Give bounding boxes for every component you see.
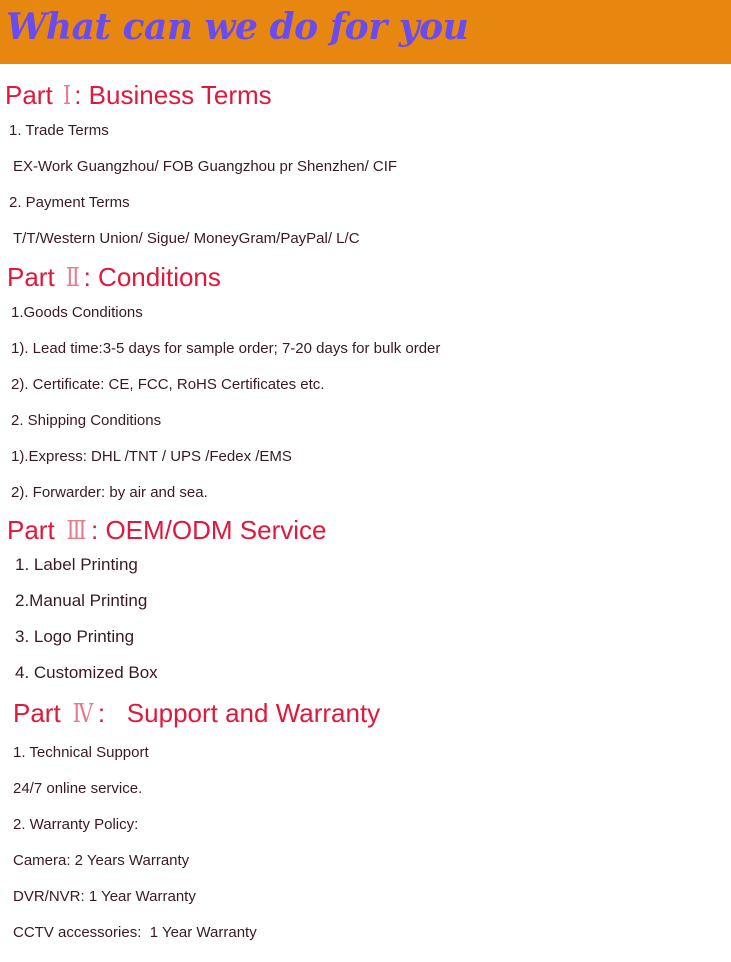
text-line: 4. Customized Box — [15, 663, 158, 682]
text-line: 3. Logo Printing — [15, 627, 135, 646]
text-line: 2. Payment Terms — [9, 194, 130, 211]
text-line: 2.Manual Printing — [15, 591, 148, 610]
section-title: : OEM/ODM Service — [91, 515, 327, 545]
text-line: 1.Goods Conditions — [11, 304, 143, 321]
part-roman-numeral: Ⅰ — [62, 81, 72, 111]
text-line: Camera: 2 Years Warranty — [13, 852, 190, 869]
text-line: 2). Forwarder: by air and sea. — [11, 484, 208, 501]
text-line: T/T/Western Union/ Sigue/ MoneyGram/PayPal/ L/C — [13, 230, 360, 247]
text-line: DVR/NVR: 1 Year Warranty — [13, 888, 196, 905]
text-line: 2). Certificate: CE, FCC, RoHS Certificates etc. — [11, 376, 325, 393]
text-line: 2. Shipping Conditions — [11, 412, 162, 429]
part-roman-numeral: Ⅳ — [72, 699, 94, 729]
part-label: Part — [13, 698, 61, 728]
part-roman-numeral: Ⅲ — [66, 516, 87, 546]
page-title: What can we do for you — [6, 6, 469, 48]
part-label: Part — [5, 80, 53, 110]
text-line: 1. Technical Support — [13, 744, 149, 761]
part-label: Part — [7, 515, 55, 545]
section-heading-support-and-warranty — [13, 700, 380, 727]
text-line: 1. Label Printing — [15, 555, 138, 574]
text-line: 24/7 online service. — [13, 780, 143, 797]
text-line: 1). Lead time:3-5 days for sample order; 7-20 days for bulk order — [11, 340, 441, 357]
part-roman-numeral: Ⅱ — [65, 263, 80, 293]
section-heading-conditions — [7, 264, 221, 291]
text-line: 1).Express: DHL /TNT / UPS /Fedex /EMS — [11, 448, 292, 465]
section-title: : Conditions — [83, 262, 221, 292]
text-line: CCTV accessories: 1 Year Warranty — [13, 924, 257, 941]
text-line: EX-Work Guangzhou/ FOB Guangzhou pr Shenzhen/ CIF — [13, 158, 398, 175]
section-heading-business-terms — [5, 82, 272, 109]
text-line: 2. Warranty Policy: — [13, 816, 139, 833]
header-banner — [0, 0, 731, 64]
section-title: : Support and Warranty — [97, 698, 381, 728]
text-line: 1. Trade Terms — [9, 122, 109, 139]
part-label: Part — [7, 262, 55, 292]
section-heading-oem-odm-service — [7, 517, 326, 544]
section-title: : Business Terms — [74, 80, 272, 110]
